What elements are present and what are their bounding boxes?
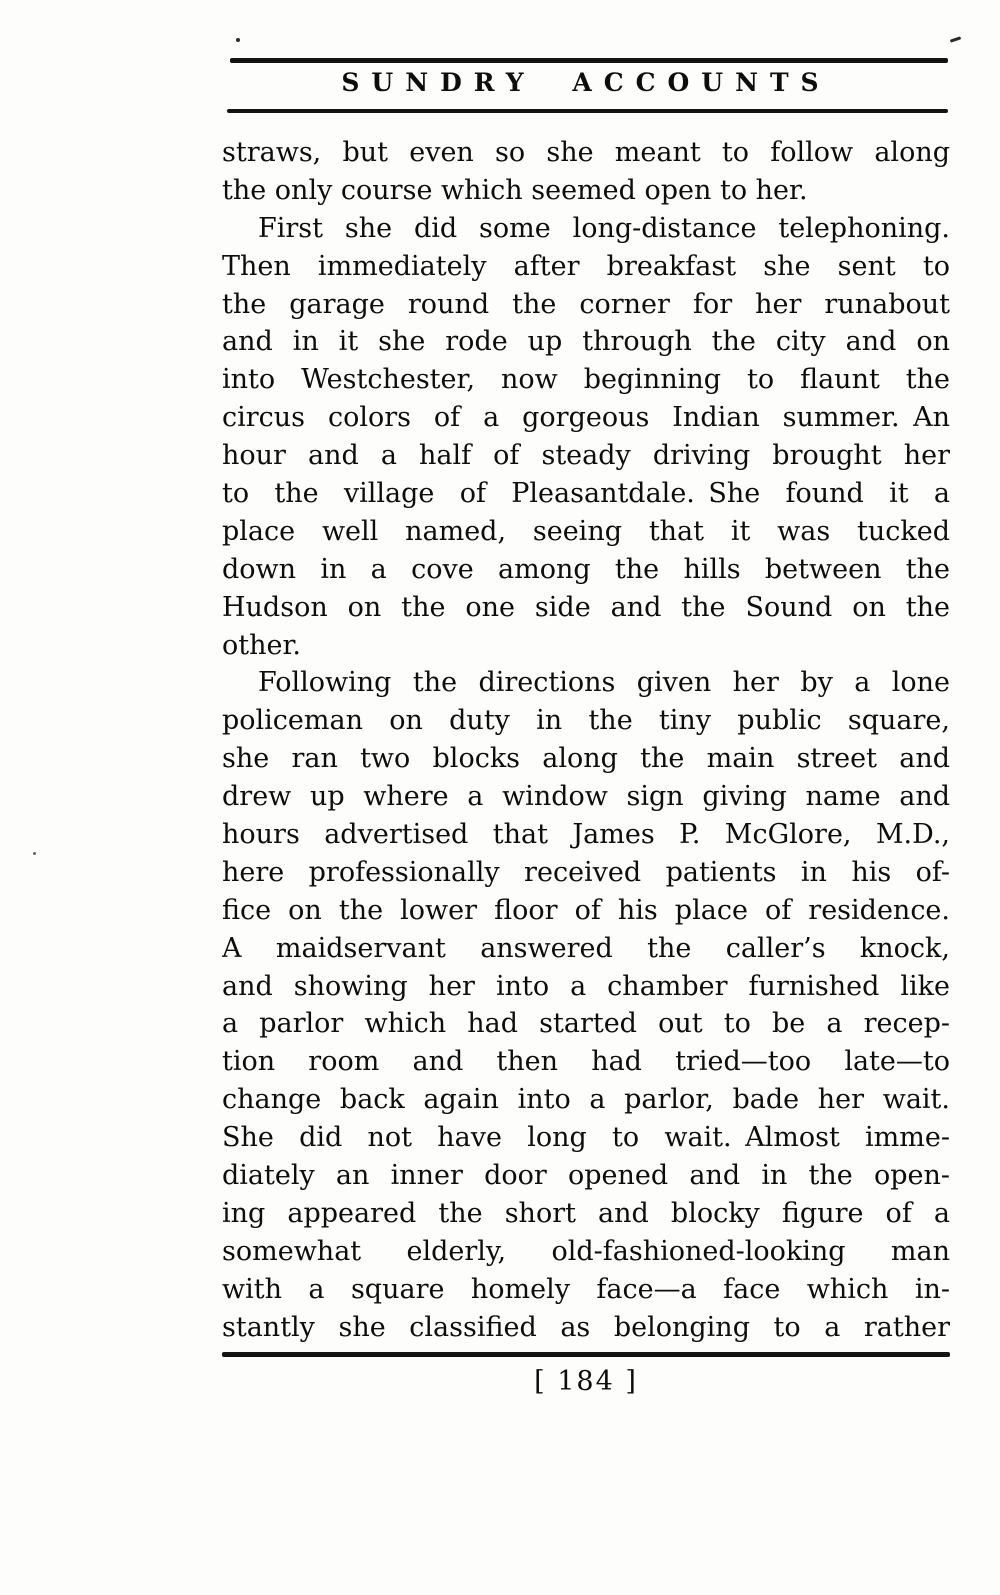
text-line: to the village of Pleasantdale. She found it a — [222, 478, 950, 510]
text-line: down in a cove among the hills between the — [222, 553, 950, 585]
footer-rule — [222, 1352, 950, 1357]
text-line: change back again into a parlor, bade her wait. — [222, 1084, 950, 1116]
text-line: the garage round the corner for her runabout — [222, 288, 950, 320]
text-line: tion room and then had tried—too late—to — [222, 1046, 950, 1078]
header-rule-bottom — [227, 109, 948, 113]
scan-speck — [950, 36, 961, 42]
scan-speck — [33, 852, 36, 855]
text-line: hours advertised that James P. McGlore, M.D., — [222, 819, 950, 851]
text-line: a parlor which had started out to be a recep- — [222, 1008, 950, 1040]
text-line: circus colors of a gorgeous Indian summer. An — [222, 402, 950, 434]
text-line: other. — [222, 629, 301, 661]
scan-speck — [236, 38, 240, 42]
text-line: into Westchester, now beginning to flaunt the — [222, 364, 950, 396]
header-rule-top — [230, 58, 948, 63]
text-line: fice on the lower floor of his place of residence. — [222, 894, 950, 926]
text-line: She did not have long to wait. Almost imme- — [222, 1122, 950, 1154]
text-line: Following the directions given her by a lone — [258, 667, 950, 699]
body-text — [222, 134, 950, 1347]
text-line: policeman on duty in the tiny public square, — [222, 705, 950, 737]
text-line: Then immediately after breakfast she sent to — [222, 250, 950, 282]
text-line: and in it she rode up through the city and on — [222, 326, 950, 358]
text-line: Hudson on the one side and the Sound on the — [222, 591, 950, 623]
text-line: hour and a half of steady driving brought her — [222, 440, 950, 472]
text-line: A maidservant answered the caller’s knock, — [222, 932, 950, 964]
text-line: stantly she classified as belonging to a rather — [222, 1311, 950, 1343]
text-line: she ran two blocks along the main street and — [222, 743, 950, 775]
text-line: straws, but even so she meant to follow along — [222, 137, 950, 168]
text-line: diately an inner door opened and in the open- — [222, 1160, 950, 1192]
text-line: ing appeared the short and blocky figure of a — [222, 1197, 950, 1229]
text-line: the only course which seemed open to her. — [222, 174, 808, 206]
text-line: here professionally received patients in his of- — [222, 856, 950, 888]
text-line: First she did some long-distance telephoning. — [258, 212, 950, 244]
text-line: somewhat elderly, old-fashioned-looking man — [222, 1235, 950, 1267]
text-line: with a square homely face—a face which in- — [222, 1273, 950, 1305]
page-number: [ 184 ] — [534, 1366, 638, 1397]
text-line: place well named, seeing that it was tucked — [222, 515, 950, 547]
running-header-title: SUNDRY ACCOUNTS — [341, 68, 831, 97]
text-line: drew up where a window sign giving name and — [222, 781, 950, 813]
text-line: and showing her into a chamber furnished like — [222, 970, 950, 1002]
